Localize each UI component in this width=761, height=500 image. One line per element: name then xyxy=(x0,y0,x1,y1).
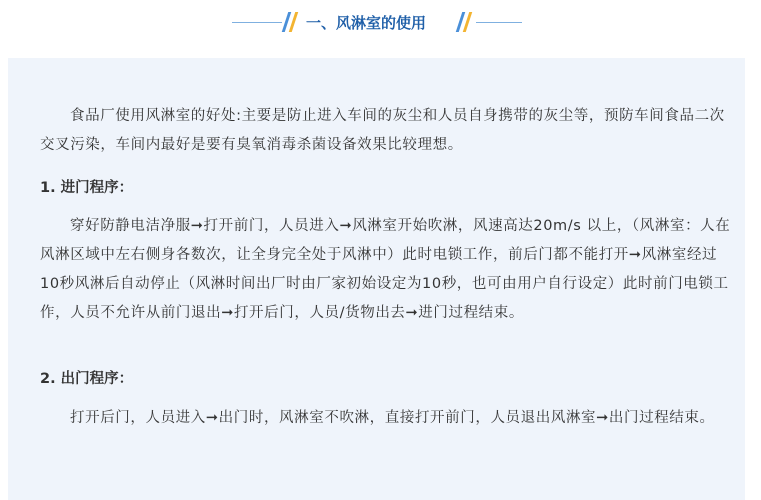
section1-heading: 1. 进门程序： xyxy=(40,180,134,196)
section2-paragraph xyxy=(40,404,732,433)
header-line-left xyxy=(232,22,282,23)
intro-text: 食品厂使用风淋室的好处:主要是防止进入车间的灰尘和人员自身携带的灰尘等，预防车间食品二次交叉污染，车间内最好是要有臭氧消毒杀菌设备效果比较理想。 xyxy=(40,108,725,153)
content-panel xyxy=(8,58,745,500)
intro-paragraph xyxy=(40,102,732,160)
section2-heading: 2. 出门程序： xyxy=(40,371,134,387)
section-title: 一、风淋室的使用 xyxy=(306,14,427,32)
section1-paragraph xyxy=(40,212,732,328)
section2-text: 打开后门，人员进入➞出门时，风淋室不吹淋，直接打开前门，人员退出风淋室➞出门过程结束。 xyxy=(70,410,715,426)
section-header xyxy=(0,0,761,44)
header-line-right xyxy=(476,22,522,23)
section1-text: 穿好防静电洁净服➞打开前门，人员进入➞风淋室开始吹淋，风速高达20m/s 以上，（风淋室：人在风淋区域中左右侧身各数次，让全身完全处于风淋中）此时电锁工作，前后门都不能打开➞风淋室经过10秒风淋后自动停止（风淋时间出厂时由厂家初始设定为10秒，也可由用户自行设定）此时前门电锁工作，人员不允许从前门退出➞打开后门，人员/货物出去➞进门过程结束。 xyxy=(40,218,731,321)
